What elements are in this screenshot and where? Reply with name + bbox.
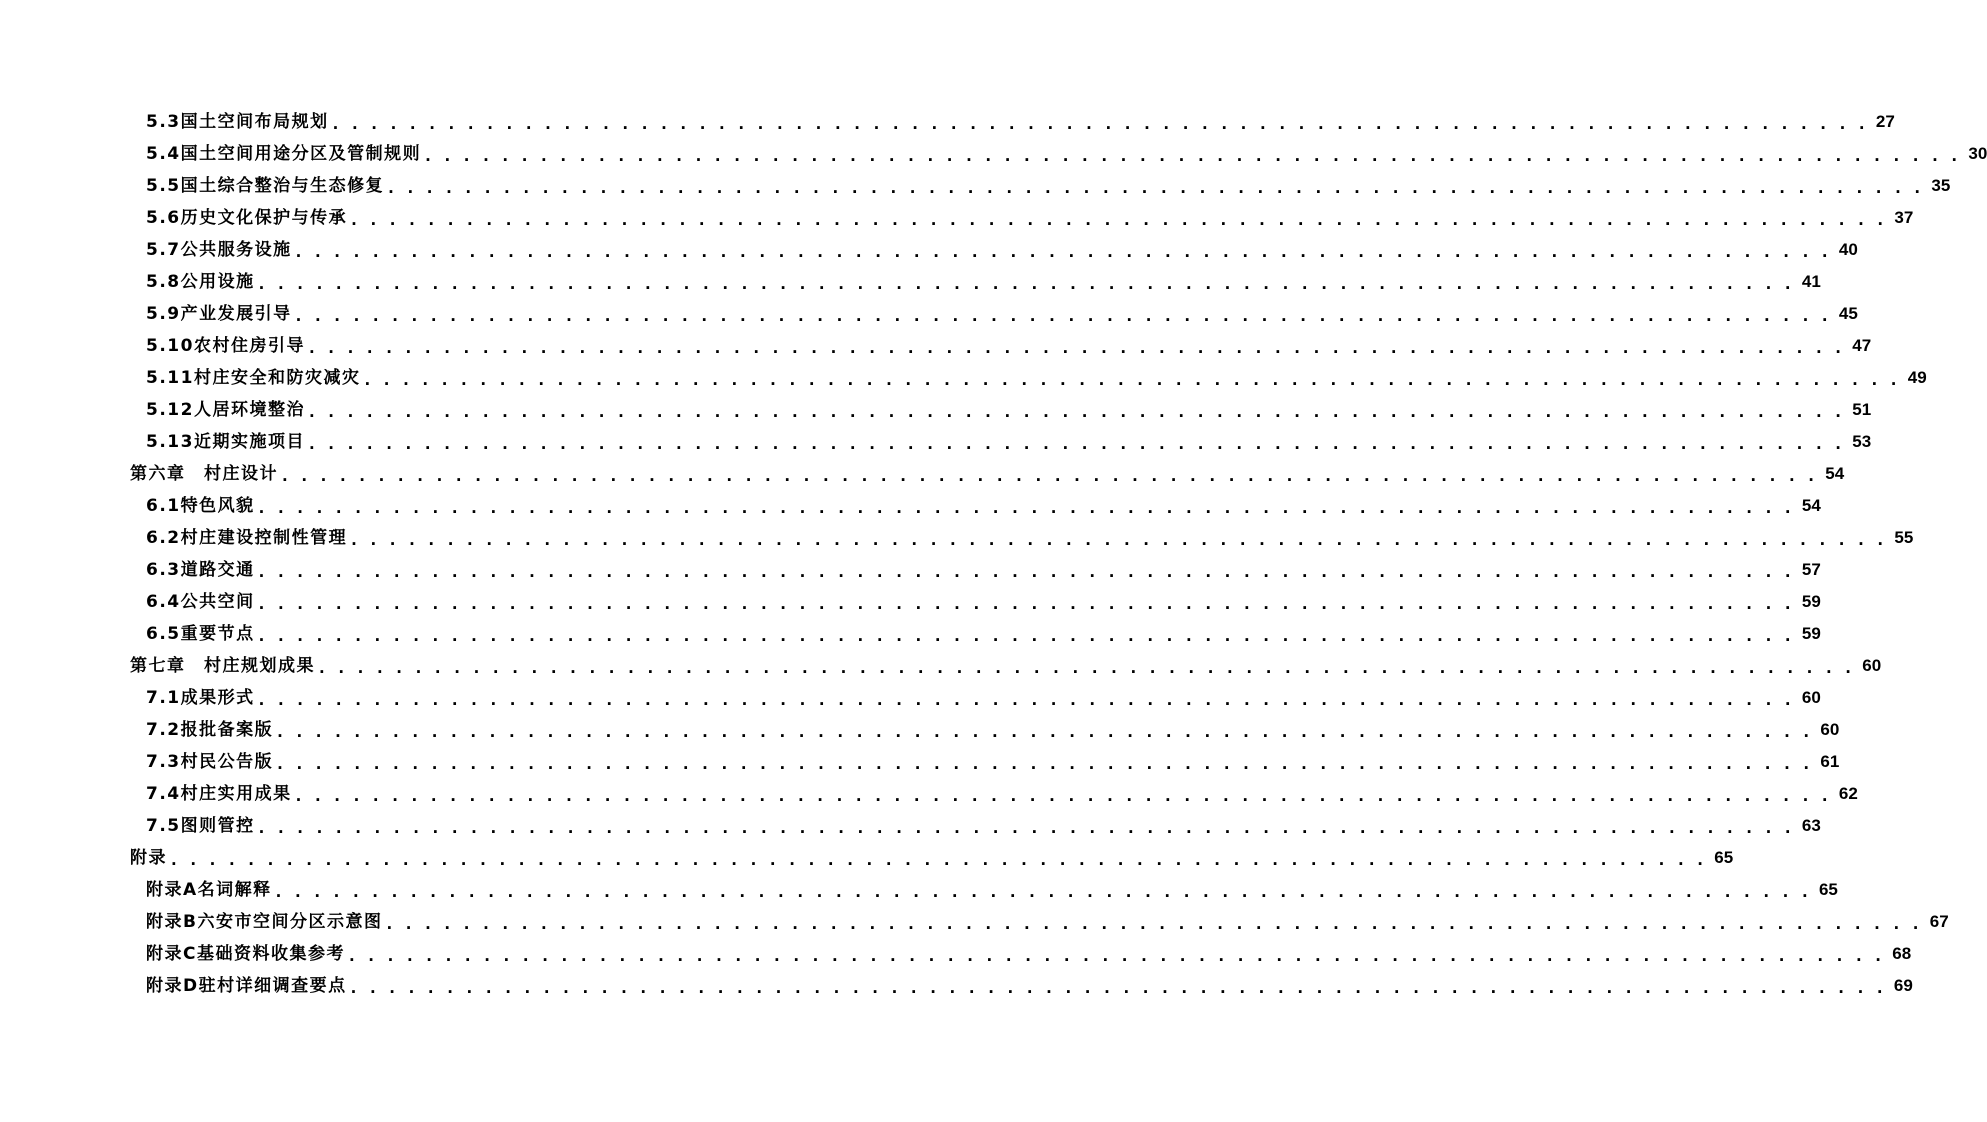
toc-entry[interactable] xyxy=(0,202,1914,234)
toc-dot-leader: . . . . . . . . . . . . . . . . . . . . . . . . . . . . . . . . . . . . . . . . . . . . . . . . . . . . . . . . . . . . . . . . . . . . . . . . . . . . . . . . xyxy=(308,435,1846,453)
toc-dot-leader: . . . . . . . . . . . . . . . . . . . . . . . . . . . . . . . . . . . . . . . . . . . . . . . . . . . . . . . . . . . . . . . . . . . . . . . . . . . . . . . . xyxy=(258,691,1795,709)
toc-dot-leader: . . . . . . . . . . . . . . . . . . . . . . . . . . . . . . . . . . . . . . . . . . . . . . . . . . . . . . . . . . . . . . . . . . . . . . . . . . . . . . . . xyxy=(332,115,1869,133)
toc-entry-page-number: 63 xyxy=(1801,816,1821,835)
toc-entry[interactable] xyxy=(0,458,1845,490)
toc-entry-title: 5.7公共服务设施 xyxy=(146,240,292,260)
toc-entry-title: 7.4村庄实用成果 xyxy=(146,784,292,804)
toc-dot-leader: . . . . . . . . . . . . . . . . . . . . . . . . . . . . . . . . . . . . . . . . . . . . . . . . . . . . . . . . . . . . . . . . . . . . . . . . . . . . . . . . xyxy=(388,179,1925,197)
toc-dot-leader: . . . . . . . . . . . . . . . . . . . . . . . . . . . . . . . . . . . . . . . . . . . . . . . . . . . . . . . . . . . . . . . . . . . . . . . . . . . . . . . . xyxy=(277,755,1814,773)
toc-entry[interactable] xyxy=(0,330,1872,362)
toc-dot-leader: . . . . . . . . . . . . . . . . . . . . . . . . . . . . . . . . . . . . . . . . . . . . . . . . . . . . . . . . . . . . . . . . . . . . . . . . . . . . . . . . xyxy=(386,915,1923,933)
toc-entry-page-number: 65 xyxy=(1818,880,1838,899)
toc-dot-leader: . . . . . . . . . . . . . . . . . . . . . . . . . . . . . . . . . . . . . . . . . . . . . . . . . . . . . . . . . . . . . . . . . . . . . . . . . . . . . . . . xyxy=(295,307,1832,325)
toc-entry-page-number: 69 xyxy=(1893,976,1913,995)
toc-entry[interactable] xyxy=(0,938,1912,970)
toc-entry[interactable] xyxy=(0,618,1821,650)
toc-entry-page-number: 45 xyxy=(1838,304,1858,323)
toc-entry[interactable] xyxy=(0,682,1821,714)
toc-entry-page-number: 37 xyxy=(1894,208,1914,227)
toc-dot-leader: . . . . . . . . . . . . . . . . . . . . . . . . . . . . . . . . . . . . . . . . . . . . . . . . . . . . . . . . . . . . . . . . . . . . . . . . . . . . . . . . xyxy=(258,819,1795,837)
toc-entry-title: 5.5国土综合整治与生态修复 xyxy=(146,176,385,196)
toc-entry-title: 5.3国土空间布局规划 xyxy=(146,112,329,132)
toc-entry-page-number: 65 xyxy=(1714,848,1734,867)
toc-entry-title: 附录D驻村详细调查要点 xyxy=(146,976,347,996)
toc-entry-page-number: 51 xyxy=(1852,400,1872,419)
toc-entry-title: 6.3道路交通 xyxy=(146,560,255,580)
toc-entry[interactable] xyxy=(0,490,1821,522)
toc-entry[interactable] xyxy=(0,554,1821,586)
toc-entry-page-number: 61 xyxy=(1820,752,1840,771)
toc-entry[interactable] xyxy=(0,234,1858,266)
toc-dot-leader: . . . . . . . . . . . . . . . . . . . . . . . . . . . . . . . . . . . . . . . . . . . . . . . . . . . . . . . . . . . . . . . . . . . . . . . . . . . . . . . . xyxy=(258,627,1795,645)
toc-entry[interactable] xyxy=(0,170,1951,202)
toc-entry-page-number: 27 xyxy=(1875,112,1895,131)
toc-dot-leader: . . . . . . . . . . . . . . . . . . . . . . . . . . . . . . . . . . . . . . . . . . . . . . . . . . . . . . . . . . . . . . . . . . . . . . . . . . . . . . . . xyxy=(308,403,1846,421)
toc-dot-leader: . . . . . . . . . . . . . . . . . . . . . . . . . . . . . . . . . . . . . . . . . . . . . . . . . . . . . . . . . . . . . . . . . . . . . . . . . . . . . . . . xyxy=(171,851,1708,869)
toc-entry[interactable] xyxy=(0,842,1734,874)
toc-entry-page-number: 47 xyxy=(1852,336,1872,355)
toc-entry[interactable] xyxy=(0,810,1821,842)
toc-entry-title: 5.13近期实施项目 xyxy=(146,432,305,452)
toc-entry[interactable] xyxy=(0,650,1882,682)
toc-entry-page-number: 53 xyxy=(1852,432,1872,451)
toc-entry-page-number: 62 xyxy=(1838,784,1858,803)
toc-entry-page-number: 68 xyxy=(1892,944,1912,963)
toc-dot-leader: . . . . . . . . . . . . . . . . . . . . . . . . . . . . . . . . . . . . . . . . . . . . . . . . . . . . . . . . . . . . . . . . . . . . . . . . . . . . . . . . xyxy=(282,467,1819,485)
toc-entry-title: 第六章 村庄设计 xyxy=(130,464,278,484)
toc-entry-title: 6.1特色风貌 xyxy=(146,496,255,516)
toc-entry-page-number: 40 xyxy=(1838,240,1858,259)
toc-entry[interactable] xyxy=(0,746,1840,778)
toc-dot-leader: . . . . . . . . . . . . . . . . . . . . . . . . . . . . . . . . . . . . . . . . . . . . . . . . . . . . . . . . . . . . . . . . . . . . . . . . . . . . . . . . xyxy=(425,147,1962,165)
toc-dot-leader: . . . . . . . . . . . . . . . . . . . . . . . . . . . . . . . . . . . . . . . . . . . . . . . . . . . . . . . . . . . . . . . . . . . . . . . . . . . . . . . . xyxy=(258,499,1795,517)
toc-entry-page-number: 60 xyxy=(1862,656,1882,675)
toc-entry-title: 6.4公共空间 xyxy=(146,592,255,612)
toc-entry-page-number: 59 xyxy=(1801,624,1821,643)
toc-entry-title: 5.6历史文化保护与传承 xyxy=(146,208,348,228)
toc-entry[interactable] xyxy=(0,106,1895,138)
toc-entry-title: 6.2村庄建设控制性管理 xyxy=(146,528,348,548)
toc-entry-title: 第七章 村庄规划成果 xyxy=(130,656,315,676)
toc-dot-leader: . . . . . . . . . . . . . . . . . . . . . . . . . . . . . . . . . . . . . . . . . . . . . . . . . . . . . . . . . . . . . . . . . . . . . . . . . . . . . . . . xyxy=(308,339,1846,357)
toc-dot-leader: . . . . . . . . . . . . . . . . . . . . . . . . . . . . . . . . . . . . . . . . . . . . . . . . . . . . . . . . . . . . . . . . . . . . . . . . . . . . . . . . xyxy=(295,243,1832,261)
toc-entry-page-number: 59 xyxy=(1801,592,1821,611)
toc-entry-title: 6.5重要节点 xyxy=(146,624,255,644)
toc-entry-title: 5.4国土空间用途分区及管制规则 xyxy=(146,144,422,164)
toc-entry-page-number: 30 xyxy=(1968,144,1987,163)
toc-entry[interactable] xyxy=(0,586,1821,618)
toc-entry[interactable] xyxy=(0,906,1949,938)
toc-entry-page-number: 60 xyxy=(1820,720,1840,739)
toc-entry-page-number: 35 xyxy=(1931,176,1951,195)
toc-dot-leader: . . . . . . . . . . . . . . . . . . . . . . . . . . . . . . . . . . . . . . . . . . . . . . . . . . . . . . . . . . . . . . . . . . . . . . . . . . . . . . . . xyxy=(351,531,1888,549)
toc-dot-leader: . . . . . . . . . . . . . . . . . . . . . . . . . . . . . . . . . . . . . . . . . . . . . . . . . . . . . . . . . . . . . . . . . . . . . . . . . . . . . . . . xyxy=(348,947,1886,965)
toc-entry-title: 附录 xyxy=(130,848,167,868)
toc-entry-page-number: 41 xyxy=(1801,272,1821,291)
toc-dot-leader: . . . . . . . . . . . . . . . . . . . . . . . . . . . . . . . . . . . . . . . . . . . . . . . . . . . . . . . . . . . . . . . . . . . . . . . . . . . . . . . . xyxy=(277,723,1814,741)
toc-entry[interactable] xyxy=(0,138,1987,170)
toc-entry-page-number: 60 xyxy=(1801,688,1821,707)
toc-entry-title: 5.11村庄安全和防灾减灾 xyxy=(146,368,361,388)
toc-entry[interactable] xyxy=(0,362,1927,394)
toc-entry-page-number: 57 xyxy=(1801,560,1821,579)
toc-entry[interactable] xyxy=(0,266,1821,298)
toc-entry-page-number: 49 xyxy=(1907,368,1927,387)
toc-entry-title: 5.12人居环境整治 xyxy=(146,400,305,420)
toc-dot-leader: . . . . . . . . . . . . . . . . . . . . . . . . . . . . . . . . . . . . . . . . . . . . . . . . . . . . . . . . . . . . . . . . . . . . . . . . . . . . . . . . xyxy=(351,211,1888,229)
toc-dot-leader: . . . . . . . . . . . . . . . . . . . . . . . . . . . . . . . . . . . . . . . . . . . . . . . . . . . . . . . . . . . . . . . . . . . . . . . . . . . . . . . . xyxy=(258,595,1795,613)
toc-entry[interactable] xyxy=(0,298,1858,330)
toc-entry[interactable] xyxy=(0,714,1840,746)
toc-entry-page-number: 54 xyxy=(1825,464,1845,483)
toc-entry[interactable] xyxy=(0,970,1913,1002)
toc-entry[interactable] xyxy=(0,522,1914,554)
toc-entry-page-number: 55 xyxy=(1894,528,1914,547)
toc-entry-page-number: 67 xyxy=(1929,912,1949,931)
toc-dot-leader: . . . . . . . . . . . . . . . . . . . . . . . . . . . . . . . . . . . . . . . . . . . . . . . . . . . . . . . . . . . . . . . . . . . . . . . . . . . . . . . . xyxy=(364,371,1901,389)
toc-entry-title: 附录A名词解释 xyxy=(146,880,272,900)
toc-entry[interactable] xyxy=(0,778,1858,810)
toc-entry-page-number: 54 xyxy=(1801,496,1821,515)
toc-dot-leader: . . . . . . . . . . . . . . . . . . . . . . . . . . . . . . . . . . . . . . . . . . . . . . . . . . . . . . . . . . . . . . . . . . . . . . . . . . . . . . . . xyxy=(319,659,1856,677)
toc-entry-title: 5.9产业发展引导 xyxy=(146,304,292,324)
toc-entry-title: 7.5图则管控 xyxy=(146,816,255,836)
toc-entry-title: 5.8公用设施 xyxy=(146,272,255,292)
toc-dot-leader: . . . . . . . . . . . . . . . . . . . . . . . . . . . . . . . . . . . . . . . . . . . . . . . . . . . . . . . . . . . . . . . . . . . . . . . . . . . . . . . . xyxy=(258,563,1795,581)
toc-entry-title: 附录C基础资料收集参考 xyxy=(146,944,345,964)
toc-entry-title: 附录B六安市空间分区示意图 xyxy=(146,912,383,932)
toc-entry-title: 7.3村民公告版 xyxy=(146,752,274,772)
toc-dot-leader: . . . . . . . . . . . . . . . . . . . . . . . . . . . . . . . . . . . . . . . . . . . . . . . . . . . . . . . . . . . . . . . . . . . . . . . . . . . . . . . . xyxy=(350,979,1887,997)
table-of-contents xyxy=(0,106,1987,1002)
toc-entry[interactable] xyxy=(0,874,1838,906)
toc-entry-title: 7.2报批备案版 xyxy=(146,720,274,740)
toc-entry-title: 7.1成果形式 xyxy=(146,688,255,708)
toc-entry[interactable] xyxy=(0,426,1872,458)
toc-entry-title: 5.10农村住房引导 xyxy=(146,336,305,356)
toc-dot-leader: . . . . . . . . . . . . . . . . . . . . . . . . . . . . . . . . . . . . . . . . . . . . . . . . . . . . . . . . . . . . . . . . . . . . . . . . . . . . . . . . xyxy=(258,275,1795,293)
toc-dot-leader: . . . . . . . . . . . . . . . . . . . . . . . . . . . . . . . . . . . . . . . . . . . . . . . . . . . . . . . . . . . . . . . . . . . . . . . . . . . . . . . . xyxy=(295,787,1832,805)
toc-dot-leader: . . . . . . . . . . . . . . . . . . . . . . . . . . . . . . . . . . . . . . . . . . . . . . . . . . . . . . . . . . . . . . . . . . . . . . . . . . . . . . . . xyxy=(275,883,1812,901)
toc-entry[interactable] xyxy=(0,394,1872,426)
